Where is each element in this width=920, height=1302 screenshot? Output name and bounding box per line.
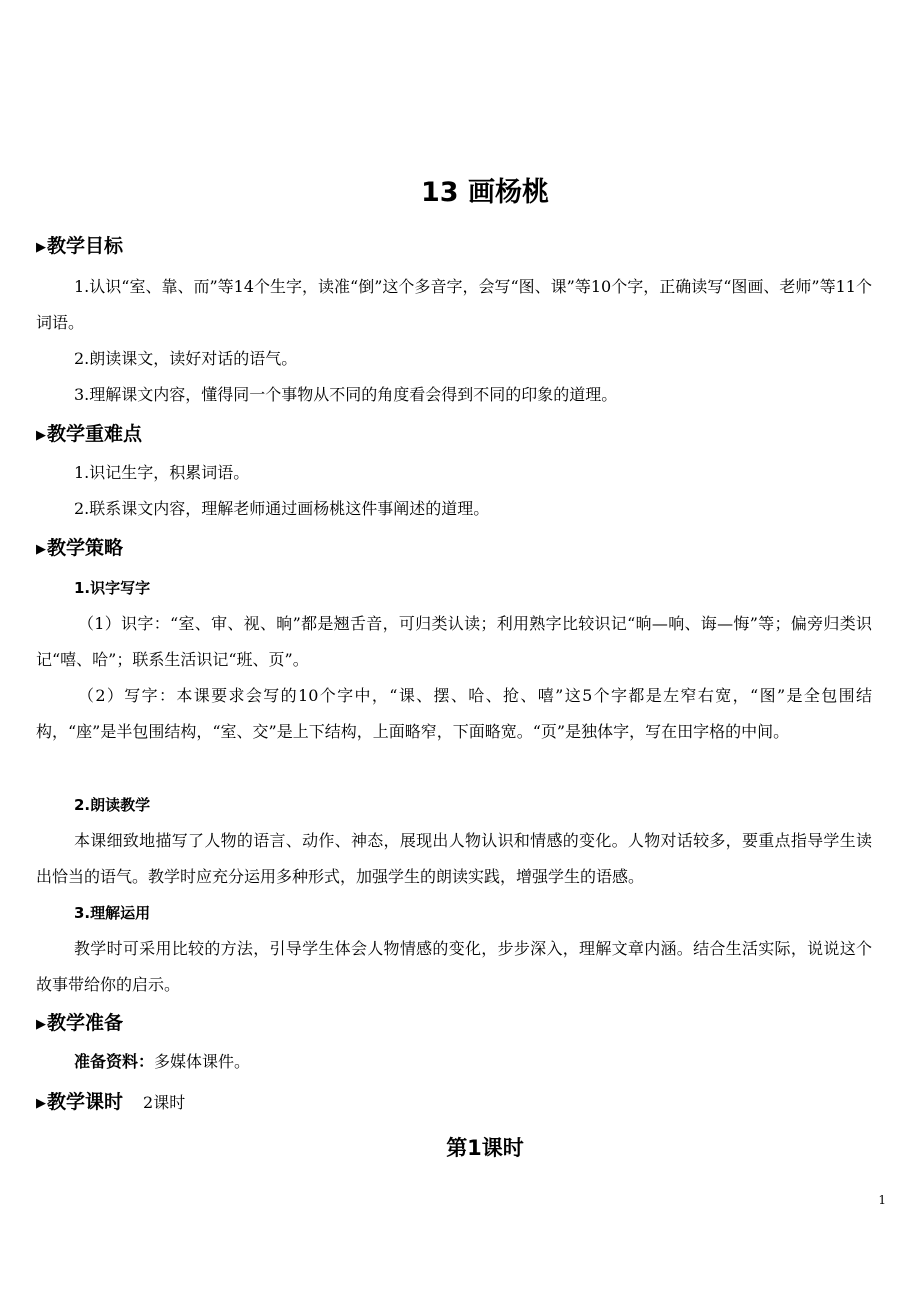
prep-label: 准备资料： [74, 1052, 155, 1071]
subheading-reading: 2.朗读教学 [74, 796, 151, 814]
bullet-icon: ▶ [36, 1017, 46, 1032]
subheading-literacy: 1.识字写字 [74, 579, 151, 597]
section-heading-hours: ▶教学课时 2课时 [36, 1091, 186, 1113]
subheading-understanding: 3.理解运用 [74, 904, 151, 922]
bullet-icon: ▶ [36, 1096, 46, 1111]
key-point-item: 1.识记生字，积累词语。 [74, 463, 250, 482]
bullet-icon: ▶ [36, 240, 46, 255]
section-heading-prep: ▶教学准备 [36, 1012, 124, 1034]
bullet-icon: ▶ [36, 428, 46, 443]
page-title: 13 画杨桃 [421, 177, 549, 208]
hours-value: 2课时 [143, 1093, 186, 1112]
section-heading-strategy: ▶教学策略 [36, 537, 124, 559]
literacy-para: （1）识字：“室、审、视、晌”都是翘舌音，可归类认读；利用熟字比较识记“晌—响、诲—悔”等；偏旁归类识记“嘻、哈”；联系生活识记“班、页”。 [36, 614, 872, 669]
section-heading-goals: ▶教学目标 [36, 235, 124, 257]
lesson-title: 第1课时 [446, 1136, 524, 1160]
bullet-icon: ▶ [36, 542, 46, 557]
prep-text: 多媒体课件。 [154, 1052, 251, 1071]
understanding-para: 教学时可采用比较的方法，引导学生体会人物情感的变化，步步深入，理解文章内涵。结合生活实际，说说这个故事带给你的启示。 [36, 939, 872, 994]
page-number: 1 [878, 1193, 886, 1207]
key-point-item: 2.联系课文内容，理解老师通过画杨桃这件事阐述的道理。 [74, 499, 490, 518]
goal-item: 3.理解课文内容，懂得同一个事物从不同的角度看会得到不同的印象的道理。 [74, 385, 618, 404]
goal-item: 2.朗读课文，读好对话的语气。 [74, 349, 298, 368]
section-heading-key-points: ▶教学重难点 [36, 423, 143, 445]
goal-item: 1.认识“室、靠、而”等14个生字，读准“倒”这个多音字，会写“图、课”等10个字，正确读写“图画、老师”等11个词语。 [36, 277, 872, 332]
reading-para: 本课细致地描写了人物的语言、动作、神态，展现出人物认识和情感的变化。人物对话较多，要重点指导学生读出恰当的语气。教学时应充分运用多种形式，加强学生的朗读实践，增强学生的语感。 [36, 831, 872, 886]
prep-line [36, 1044, 872, 1080]
writing-para: （2）写字：本课要求会写的10个字中，“课、摆、哈、抢、嘻”这5个字都是左窄右宽，“图”是全包围结构，“座”是半包围结构，“室、交”是上下结构，上面略窄，下面略宽。“页”是独体字，写在田字格的中间。 [36, 686, 872, 741]
